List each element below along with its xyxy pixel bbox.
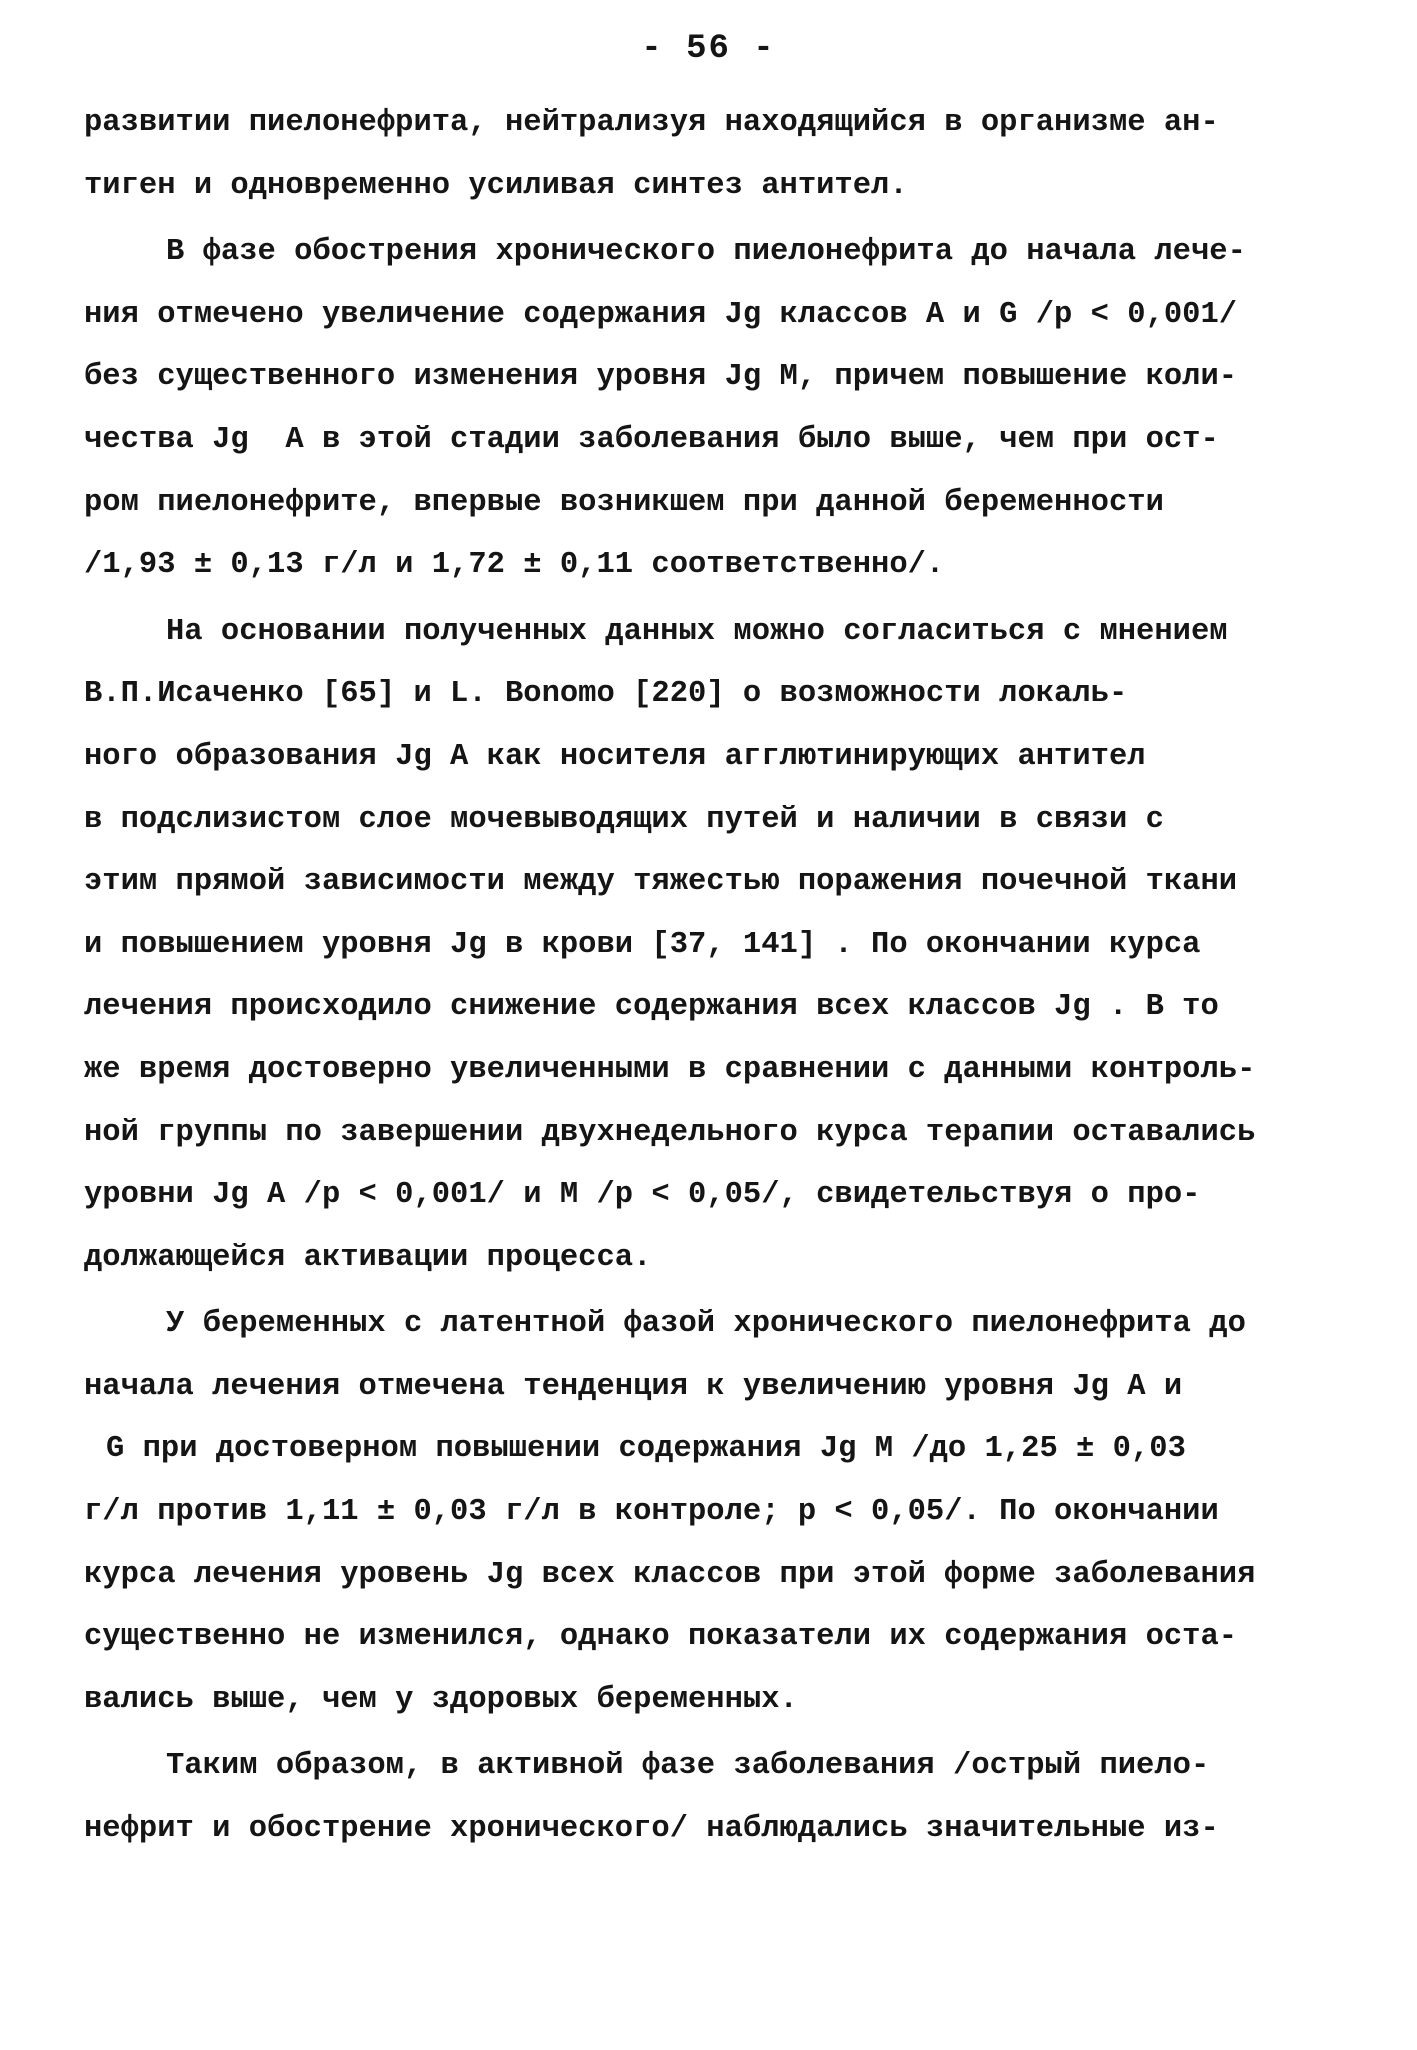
text-line: г/л против 1,11 ± 0,03 г/л в контроле; р < 0,05/. По окончании (84, 1495, 1219, 1530)
paragraph-start-line: Таким образом, в активной фазе заболевания /острый пиело- (166, 1749, 1210, 1784)
text-line: без существенного изменения уровня Jg М, причем повышение коли- (84, 360, 1238, 395)
text-line: нефрит и обострение хронического/ наблюдались значительные из- (84, 1812, 1219, 1847)
text-line: ром пиелонефрите, впервые возникшем при данной беременности (84, 485, 1164, 520)
text-line: /1,93 ± 0,13 г/л и 1,72 ± 0,11 соответственно/. (84, 548, 945, 583)
text-line: этим прямой зависимости между тяжестью поражения почечной ткани (84, 865, 1238, 900)
paragraph-start-line: У беременных с латентной фазой хронического пиелонефрита до (166, 1307, 1246, 1342)
text-line: в подслизистом слое мочевыводящих путей и наличии в связи с (84, 802, 1164, 837)
text-line: существенно не изменился, однако показатели их содержания оста- (84, 1620, 1238, 1655)
text-line: ного образования Jg А как носителя агглютинирующих антител (84, 739, 1146, 774)
text-line: тиген и одновременно усиливая синтез антител. (84, 168, 908, 203)
text-line: курса лечения уровень Jg всех классов при этой форме заболевания (84, 1557, 1256, 1592)
text-line: В.П.Исаченко [65] и L. Bonomo [220] о возможности локаль- (84, 677, 1128, 712)
text-line: и повышением уровня Jg в крови [37, 141] . По окончании курса (84, 927, 1201, 962)
text-line: лечения происходило снижение содержания всех классов Jg . В то (84, 990, 1219, 1025)
page-number: - 56 - (641, 30, 776, 68)
text-line: должающейся активации процесса. (84, 1240, 652, 1275)
paragraph-start-line: В фазе обострения хронического пиелонефрита до начала лече- (166, 235, 1246, 270)
text-line: же время достоверно увеличенными в сравнении с данными контроль- (84, 1052, 1256, 1087)
text-line: уровни Jg А /р < 0,001/ и М /р < 0,05/, свидетельствуя о про- (84, 1178, 1201, 1213)
document-body (84, 92, 1344, 1861)
text-line: G при достоверном повышении содержания Jg М /до 1,25 ± 0,03 (106, 1432, 1186, 1467)
paragraph-start-line: На основании полученных данных можно согласиться с мнением (166, 614, 1228, 649)
text-line: ной группы по завершении двухнедельного курса терапии оставались (84, 1115, 1256, 1150)
text-line: вались выше, чем у здоровых беременных. (84, 1682, 798, 1717)
text-line: начала лечения отмечена тенденция к увеличению уровня Jg А и (84, 1369, 1183, 1404)
text-line: чества Jg А в этой стадии заболевания было выше, чем при ост- (84, 422, 1219, 457)
text-line: ния отмечено увеличение содержания Jg классов А и G /р < 0,001/ (84, 297, 1238, 332)
text-line: развитии пиелонефрита, нейтрализуя находящийся в организме ан- (84, 106, 1219, 140)
